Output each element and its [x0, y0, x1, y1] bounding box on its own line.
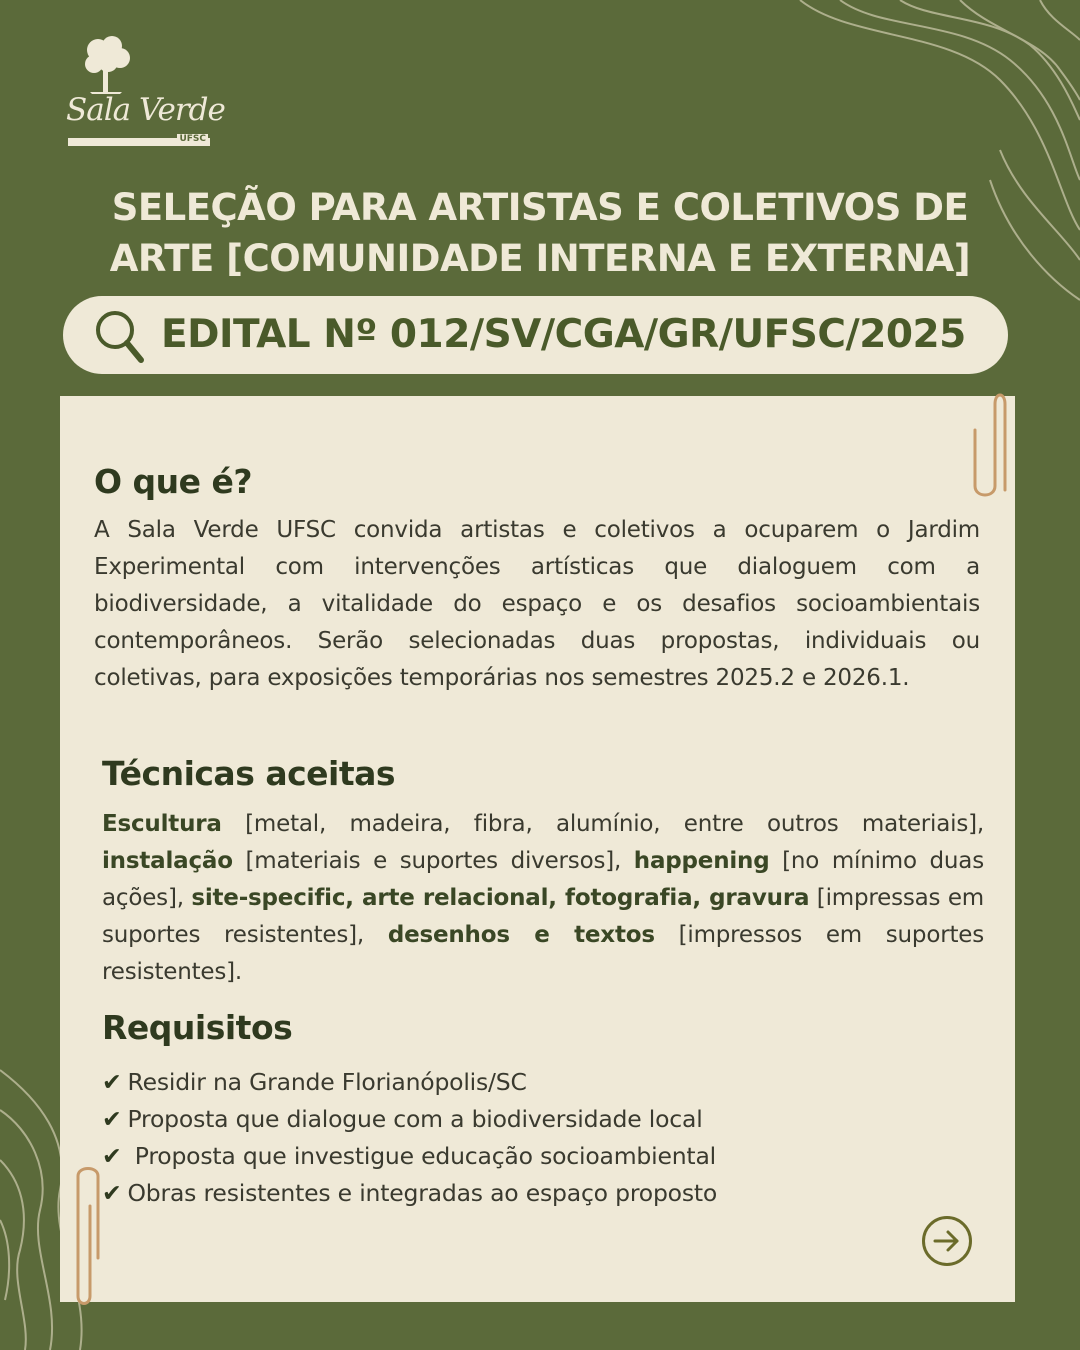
headline-line-2: ARTE [COMUNIDADE INTERNA E EXTERNA]	[109, 237, 971, 280]
technique-bold-5: desenhos e textos	[387, 922, 655, 948]
headline	[90, 182, 990, 284]
info-card	[60, 396, 1015, 1302]
requirements-list	[102, 1064, 962, 1212]
technique-text-2: [materiais e suportes diversos],	[232, 848, 634, 874]
check-icon: ✔	[102, 1142, 122, 1170]
next-button[interactable]	[922, 1216, 972, 1266]
edital-search-bar	[63, 296, 1008, 374]
section-body-techniques	[102, 806, 984, 991]
tree-icon	[80, 36, 132, 94]
technique-bold-3: happening	[633, 848, 770, 874]
paperclip-icon	[965, 390, 1009, 506]
arrow-right-icon	[933, 1229, 961, 1253]
technique-bold-1: Escultura	[102, 811, 222, 837]
list-item	[102, 1175, 962, 1212]
edital-number: EDITAL Nº 012/SV/CGA/GR/UFSC/2025	[161, 312, 966, 357]
headline-line-1: SELEÇÃO PARA ARTISTAS E COLETIVOS DE	[111, 186, 969, 229]
sala-verde-logo	[66, 36, 225, 150]
check-icon: ✔	[102, 1105, 122, 1133]
requirement-text: Proposta que dialogue com a biodiversidade local	[127, 1105, 703, 1133]
requirement-text: Obras resistentes e integradas ao espaço proposto	[127, 1179, 718, 1207]
requirement-text: Proposta que investigue educação socioambiental	[127, 1142, 716, 1170]
section-title-what: O que é?	[94, 462, 253, 501]
list-item	[102, 1064, 962, 1101]
check-icon: ✔	[102, 1068, 122, 1096]
technique-text-4: [impressas em suportes resistentes],	[102, 885, 984, 948]
section-title-techniques: Técnicas aceitas	[102, 754, 396, 793]
list-item	[102, 1101, 962, 1138]
section-body-what: A Sala Verde UFSC convida artistas e coletivos a ocuparem o Jardim Experimental com intervenções artísticas que dialoguem com a biodiversidade, a vitalidade do espaço e os desafios socioambientais contemporâneos. Serão selecionadas duas propostas, individuais ou coletivas, para exposições temporárias nos semestres 2025.2 e 2026.1.	[94, 517, 980, 691]
requirement-text: Residir na Grande Florianópolis/SC	[127, 1068, 527, 1096]
technique-text-3: [no mínimo duas ações],	[102, 848, 984, 911]
technique-bold-4: site-specific, arte relacional, fotografia, gravura	[191, 885, 810, 911]
search-icon	[91, 306, 151, 366]
technique-bold-2: instalação	[102, 848, 233, 874]
technique-text-1: [metal, madeira, fibra, alumínio, entre outros materiais],	[221, 811, 984, 837]
logo-wordmark: Sala Verde	[66, 92, 225, 128]
list-item	[102, 1138, 962, 1175]
technique-text-5: [impressos em suportes resistentes].	[102, 922, 985, 985]
logo-sub: UFSC	[179, 134, 206, 144]
check-icon: ✔	[102, 1179, 122, 1207]
section-title-requirements: Requisitos	[102, 1008, 293, 1047]
